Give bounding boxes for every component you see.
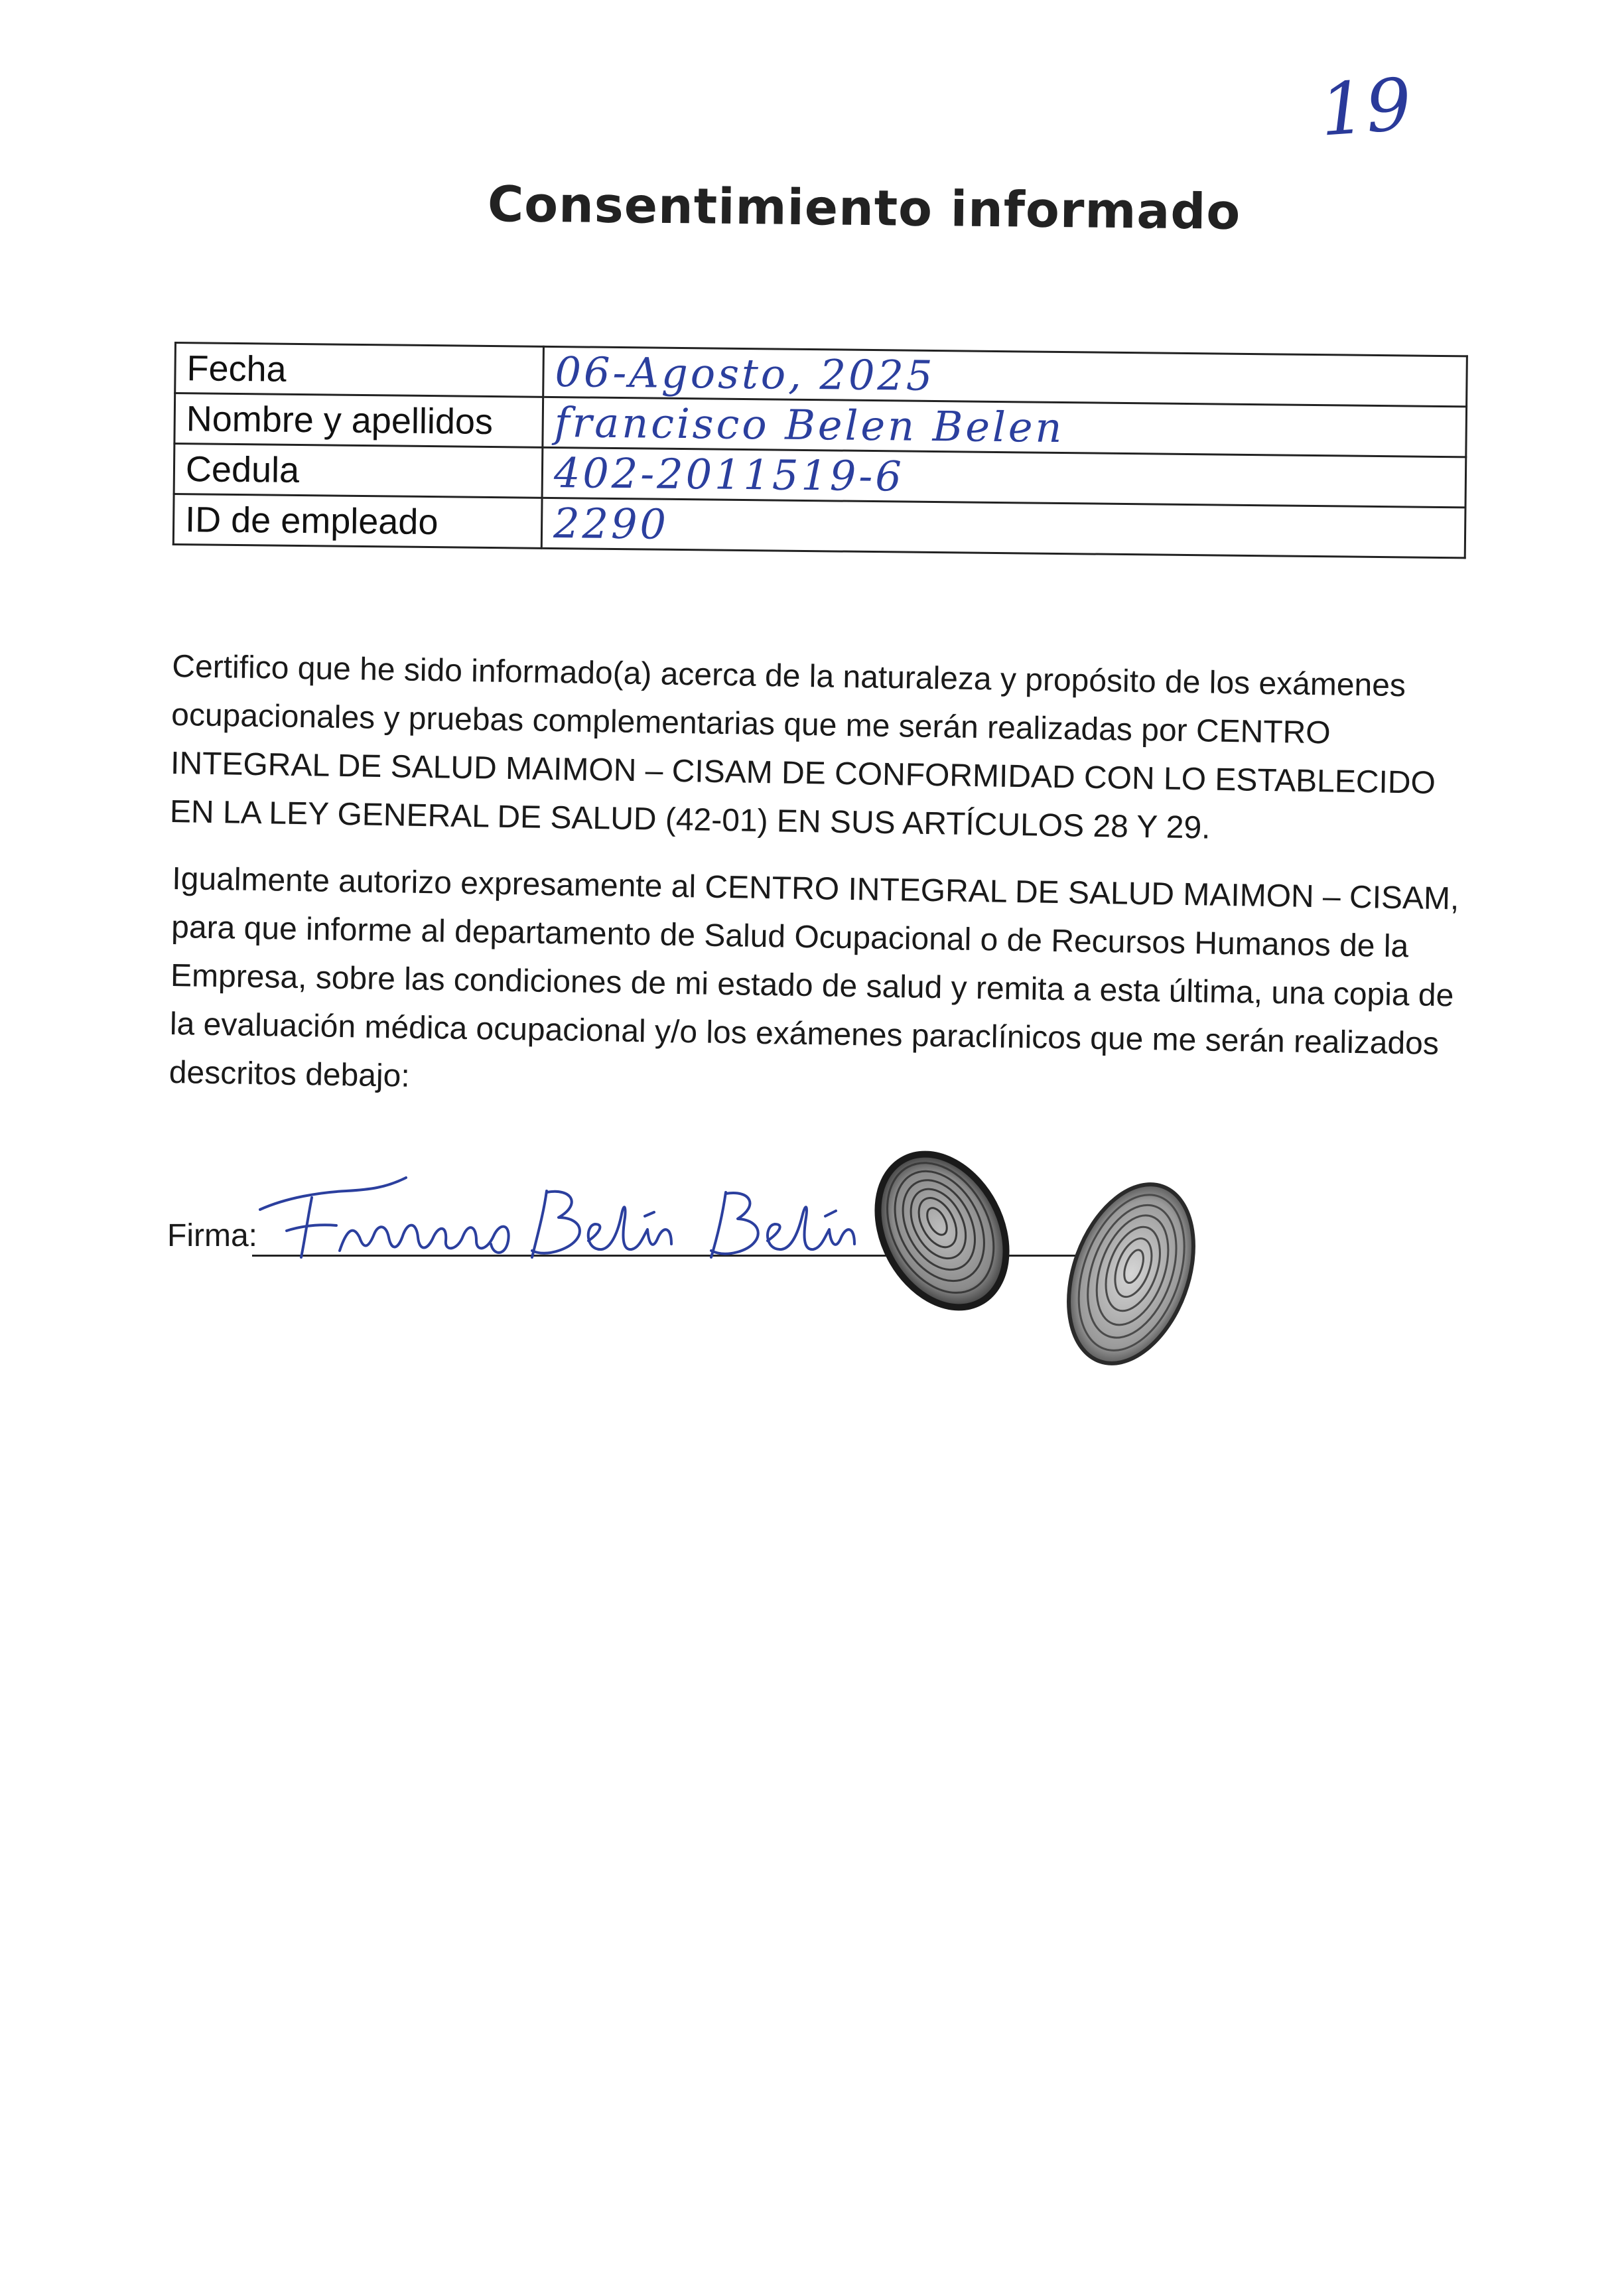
right-fingerprint: [1048, 1168, 1214, 1380]
employee-id-label: ID de empleado: [173, 494, 542, 549]
info-table: [172, 342, 1468, 559]
name-value: francisco Belen Belen: [543, 397, 1467, 457]
name-label: Nombre y apellidos: [174, 393, 543, 448]
date-label: Fecha: [175, 343, 544, 397]
id-number-value: 402-2011519-6: [542, 447, 1466, 508]
authorization-paragraph: Igualmente autorizo expresamente al CENTRO INTEGRAL DE SALUD MAIMON – CISAM, para que informe al departamento de Salud Ocupacional o de Recursos Humanos de la Empresa, sobre las condiciones de mi estado de salud y remita a esta última, una copia de la evaluación médica ocupacional y/o los exámenes paraclínicos que me serán realizados descritos debajo:: [169, 861, 1459, 1094]
signature-block: [167, 1191, 1202, 1271]
signature-label: Firma:: [167, 1218, 257, 1253]
date-value: 06-Agosto, 2025: [543, 346, 1467, 407]
id-number-label: Cedula: [174, 444, 543, 498]
employee-id-value: 2290: [541, 498, 1465, 558]
certification-paragraph: Certifico que he sido informado(a) acerca de la naturaleza y propósito de los exámenes ocupacionales y pruebas complementarias que me serán realizadas por CENTRO INTEGRAL DE SALUD MAIMON – CISAM DE CONFORMIDAD CON LO ESTABLECIDO EN LA LEY GENERAL DE SALUD (42-01) EN SUS ARTÍCULOS 28 Y 29.: [169, 648, 1436, 846]
document-title: Consentimiento informado: [487, 176, 1241, 241]
left-fingerprint: [856, 1145, 1028, 1317]
page-number: 19: [1317, 63, 1414, 153]
